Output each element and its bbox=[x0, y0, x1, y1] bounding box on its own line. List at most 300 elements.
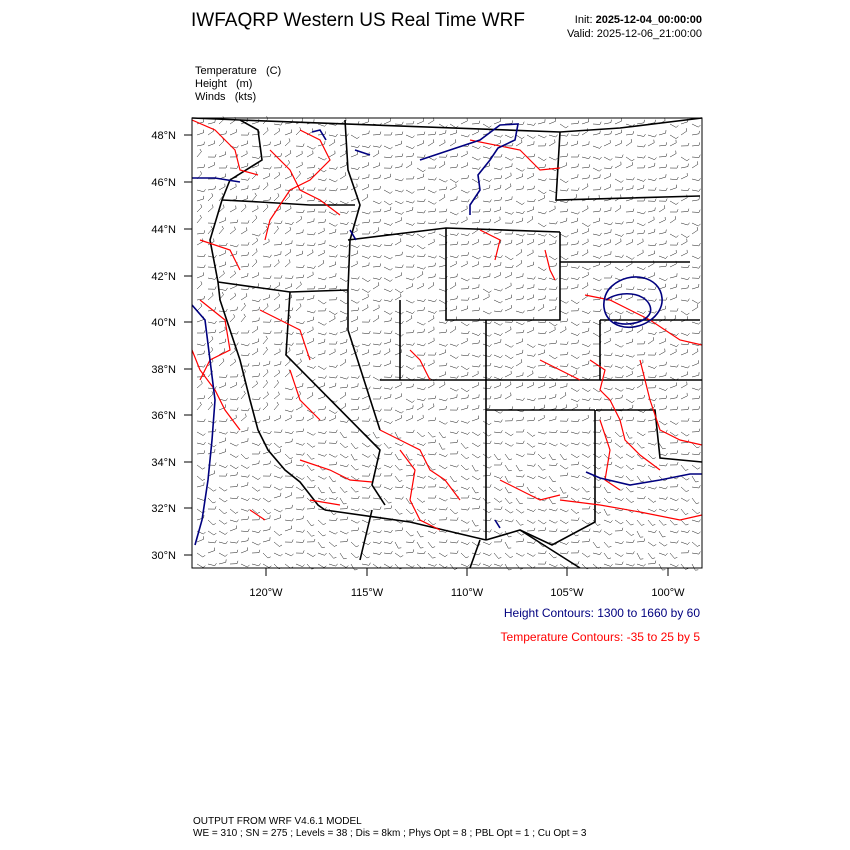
wind-barb bbox=[582, 553, 590, 557]
wind-barb bbox=[362, 131, 369, 135]
wind-barb bbox=[318, 366, 326, 370]
wind-barb bbox=[560, 286, 568, 289]
wind-barb bbox=[483, 484, 491, 487]
wind-barb bbox=[670, 242, 678, 245]
wind-barb bbox=[373, 364, 381, 367]
wind-barb bbox=[417, 299, 426, 302]
wind-barb bbox=[351, 542, 359, 547]
wind-barb bbox=[296, 303, 301, 311]
wind-barb bbox=[472, 220, 480, 223]
wind-barb bbox=[241, 482, 248, 487]
wind-barb bbox=[670, 349, 676, 355]
wind-barb bbox=[197, 254, 205, 257]
wind-barb bbox=[417, 329, 425, 333]
wind-barb bbox=[582, 506, 590, 509]
wind-barb bbox=[549, 463, 557, 466]
wind-barb bbox=[219, 339, 226, 344]
wind-barb bbox=[582, 497, 591, 500]
wind-barb bbox=[329, 497, 338, 500]
wind-barb bbox=[538, 277, 547, 279]
wind-barb bbox=[538, 331, 546, 334]
wind-barb bbox=[208, 141, 215, 147]
wind-barb bbox=[417, 221, 425, 224]
wind-barb bbox=[285, 553, 294, 556]
wind-barb bbox=[296, 275, 304, 278]
wind-barb bbox=[582, 361, 589, 366]
wind-barb bbox=[439, 187, 447, 190]
wind-barb bbox=[373, 541, 382, 544]
wind-barb bbox=[285, 526, 292, 531]
wind-barb bbox=[494, 442, 502, 445]
wind-barb bbox=[340, 255, 349, 258]
wind-barb bbox=[450, 509, 458, 514]
wind-barb bbox=[615, 140, 621, 146]
wind-barb bbox=[384, 506, 392, 510]
wind-barb bbox=[208, 391, 213, 399]
wind-barb bbox=[560, 234, 569, 237]
wind-barb bbox=[483, 179, 492, 182]
wind-barb bbox=[615, 520, 623, 524]
wind-barb bbox=[219, 327, 225, 333]
wind-barb bbox=[395, 476, 402, 482]
wind-barb bbox=[318, 157, 327, 160]
wind-barb bbox=[340, 349, 346, 355]
wind-barb bbox=[329, 415, 335, 421]
wind-barb bbox=[274, 172, 280, 179]
wind-barb bbox=[604, 338, 610, 344]
wind-barb bbox=[538, 476, 547, 479]
wind-barb bbox=[241, 141, 248, 146]
wind-barb bbox=[593, 372, 600, 377]
wind-barb bbox=[538, 509, 547, 511]
wind-barb bbox=[329, 255, 337, 258]
wind-barb bbox=[670, 484, 678, 487]
wind-barb bbox=[494, 339, 501, 344]
wind-barb bbox=[373, 351, 380, 356]
field-height: Height (m) bbox=[195, 78, 253, 90]
wind-barb bbox=[538, 164, 546, 168]
wind-barb bbox=[472, 340, 480, 344]
wind-barb bbox=[681, 418, 689, 421]
wind-barb bbox=[340, 432, 347, 438]
wind-barb bbox=[417, 531, 424, 537]
wind-barb bbox=[483, 344, 492, 346]
wind-barb bbox=[593, 208, 601, 212]
wind-barb bbox=[637, 144, 645, 147]
wind-barb bbox=[560, 209, 568, 212]
wind-barb bbox=[494, 289, 503, 291]
wind-barb bbox=[417, 398, 426, 400]
wind-barb bbox=[648, 199, 656, 202]
wind-barb bbox=[406, 415, 412, 421]
wind-barb bbox=[538, 234, 547, 236]
wind-barb bbox=[208, 487, 216, 491]
wind-barb bbox=[219, 438, 226, 443]
wind-barb bbox=[373, 552, 382, 555]
wind-barb bbox=[681, 250, 687, 256]
wind-barb bbox=[307, 366, 316, 368]
wind-barb bbox=[219, 271, 224, 278]
wind-barb bbox=[483, 542, 492, 545]
wind-barb bbox=[461, 405, 468, 410]
wind-barb bbox=[296, 341, 304, 344]
wind-barb bbox=[615, 118, 621, 124]
lat-label: 42°N bbox=[151, 271, 176, 283]
wind-barb bbox=[373, 305, 379, 311]
wind-barb bbox=[439, 350, 446, 356]
wind-barb bbox=[571, 443, 580, 445]
wind-barb bbox=[538, 239, 544, 245]
wind-barb bbox=[637, 432, 645, 436]
wind-barb bbox=[461, 388, 469, 392]
wind-barb bbox=[450, 255, 459, 257]
wind-barb bbox=[681, 234, 689, 238]
wind-barb bbox=[604, 157, 612, 160]
wind-barb bbox=[560, 256, 568, 260]
wind-barb bbox=[681, 349, 688, 355]
wind-barb bbox=[197, 330, 205, 333]
wind-barb bbox=[274, 402, 279, 410]
wind-barb bbox=[329, 316, 335, 322]
wind-barb bbox=[362, 454, 370, 457]
wind-barb bbox=[318, 376, 327, 379]
wind-barb bbox=[340, 317, 347, 322]
wind-barb bbox=[593, 530, 601, 533]
wind-barb bbox=[604, 416, 611, 421]
wind-barb bbox=[307, 415, 313, 421]
wind-barb bbox=[549, 278, 558, 280]
wind-barb bbox=[318, 394, 325, 399]
wind-barb bbox=[516, 454, 525, 457]
wind-barb bbox=[274, 370, 280, 377]
wind-barb bbox=[351, 496, 359, 499]
wind-barb bbox=[472, 129, 478, 135]
wind-barb bbox=[505, 163, 512, 168]
wind-barb bbox=[527, 123, 536, 126]
wind-barb bbox=[670, 151, 676, 157]
wind-barb bbox=[296, 195, 302, 202]
wind-barb bbox=[527, 232, 535, 235]
lat-label: 38°N bbox=[151, 364, 176, 376]
wind-barb bbox=[318, 285, 326, 289]
wind-barb bbox=[560, 364, 568, 367]
wind-barb bbox=[340, 384, 348, 388]
wind-barb bbox=[417, 363, 425, 366]
wind-barb bbox=[307, 338, 313, 344]
wind-barb bbox=[241, 427, 248, 432]
wind-barb bbox=[307, 311, 316, 313]
wind-barb bbox=[219, 217, 226, 223]
wind-barb bbox=[648, 229, 655, 234]
wind-barb bbox=[494, 135, 503, 137]
wind-barb bbox=[329, 410, 337, 414]
wind-barb bbox=[417, 307, 425, 311]
wind-barb bbox=[670, 462, 678, 465]
wind-barb bbox=[252, 373, 260, 377]
wind-barb bbox=[395, 542, 401, 548]
wind-barb bbox=[285, 227, 291, 234]
wind-barb bbox=[417, 210, 425, 213]
wind-barb bbox=[406, 540, 414, 543]
wind-barb bbox=[274, 487, 283, 490]
height-legend: Height Contours: 1300 to 1660 by 60 bbox=[503, 606, 700, 620]
wind-barb bbox=[285, 439, 292, 443]
wind-barb bbox=[329, 487, 336, 493]
wind-barb bbox=[241, 303, 246, 311]
wind-barb bbox=[252, 487, 260, 491]
wind-barb bbox=[450, 154, 458, 158]
wind-barb bbox=[351, 397, 359, 400]
wind-barb bbox=[318, 188, 326, 191]
wind-barb bbox=[384, 394, 391, 399]
wind-barb bbox=[549, 256, 557, 260]
wind-barb bbox=[516, 553, 525, 556]
wind-barb bbox=[439, 194, 445, 201]
wind-barb bbox=[505, 371, 511, 377]
wind-barb bbox=[263, 222, 272, 224]
wind-barb bbox=[351, 443, 358, 449]
wind-barb bbox=[483, 518, 491, 521]
wind-barb bbox=[483, 396, 491, 399]
wind-barb bbox=[659, 174, 666, 179]
wind-barb bbox=[549, 177, 557, 180]
wind-barb bbox=[681, 311, 689, 315]
wind-barb bbox=[219, 553, 227, 556]
wind-barb bbox=[318, 339, 325, 344]
wind-barb bbox=[615, 315, 621, 322]
wind-barb bbox=[505, 212, 514, 214]
wind-barb bbox=[461, 278, 470, 281]
wind-barb bbox=[296, 297, 304, 300]
wind-barb bbox=[296, 350, 303, 355]
wind-barb bbox=[483, 441, 491, 444]
wind-barb bbox=[637, 476, 644, 482]
wind-barb bbox=[637, 539, 645, 543]
wind-barb bbox=[395, 393, 402, 399]
wind-barb bbox=[263, 461, 271, 465]
wind-barb bbox=[351, 316, 357, 322]
wind-barb bbox=[659, 297, 667, 300]
wind-barb bbox=[351, 553, 359, 558]
wind-barb bbox=[560, 405, 567, 411]
wind-barb bbox=[560, 551, 568, 554]
wind-barb bbox=[538, 135, 547, 138]
wind-barb bbox=[461, 261, 467, 267]
wind-barb bbox=[285, 138, 290, 146]
wind-barb bbox=[659, 130, 666, 135]
wind-barb bbox=[439, 443, 445, 449]
wind-barb bbox=[296, 230, 303, 235]
wind-barb bbox=[406, 176, 414, 179]
field-temperature: Temperature (C) bbox=[195, 65, 282, 77]
wind-barb bbox=[571, 432, 580, 434]
wind-barb bbox=[307, 553, 315, 557]
wind-barb bbox=[582, 539, 590, 542]
wind-barb bbox=[450, 476, 457, 482]
wind-barb bbox=[406, 366, 414, 369]
field-winds: Winds (kts) bbox=[195, 91, 257, 103]
wind-barb bbox=[417, 234, 425, 238]
wind-barb bbox=[340, 265, 348, 268]
wind-barb bbox=[219, 498, 227, 502]
wind-barb bbox=[604, 498, 612, 503]
wind-barb bbox=[296, 118, 302, 124]
wind-barb bbox=[373, 299, 382, 301]
wind-barb bbox=[527, 173, 533, 179]
wind-barb bbox=[560, 300, 569, 303]
wind-barb bbox=[428, 452, 436, 455]
wind-barb bbox=[351, 300, 359, 303]
wind-barb bbox=[692, 300, 700, 304]
wind-barb bbox=[681, 143, 689, 146]
wind-barb bbox=[472, 371, 478, 377]
wind-barb bbox=[516, 249, 522, 256]
wind-barb bbox=[439, 363, 447, 366]
wind-barb bbox=[252, 156, 261, 159]
wind-barb bbox=[230, 397, 238, 400]
wind-barb bbox=[681, 157, 689, 161]
wind-barb bbox=[428, 221, 436, 224]
wind-barb bbox=[373, 150, 379, 157]
wind-barb bbox=[230, 454, 238, 458]
wind-barb bbox=[483, 200, 491, 203]
wind-barb bbox=[461, 372, 468, 377]
wind-barb bbox=[274, 193, 279, 201]
wind-barb bbox=[252, 476, 260, 480]
wind-barb bbox=[307, 198, 315, 201]
wind-barb bbox=[428, 311, 437, 313]
wind-barb bbox=[560, 311, 569, 314]
wind-barb bbox=[637, 223, 646, 226]
wind-barb bbox=[626, 551, 634, 554]
wind-barb bbox=[516, 483, 524, 487]
wind-barb bbox=[197, 564, 205, 568]
wind-barb bbox=[670, 185, 677, 190]
wind-barb bbox=[604, 531, 612, 535]
wind-barb bbox=[208, 154, 216, 157]
wind-barb bbox=[230, 520, 239, 522]
wind-barb bbox=[230, 359, 236, 366]
wind-barb bbox=[241, 151, 247, 157]
wind-barb bbox=[296, 243, 304, 246]
wind-barb bbox=[362, 465, 371, 467]
wind-barb bbox=[406, 330, 414, 333]
wind-barb bbox=[571, 212, 580, 214]
wind-barb bbox=[307, 151, 313, 157]
wind-barb bbox=[648, 553, 655, 559]
wind-barb bbox=[340, 328, 347, 333]
wind-barb bbox=[395, 415, 401, 421]
wind-barb bbox=[637, 520, 644, 525]
wind-barb bbox=[659, 487, 668, 489]
wind-barb bbox=[648, 251, 655, 256]
wind-barb bbox=[549, 140, 555, 147]
wind-barb bbox=[384, 207, 391, 212]
wind-barb bbox=[692, 498, 699, 504]
wind-barb bbox=[681, 487, 689, 492]
wind-barb bbox=[560, 153, 568, 157]
wind-barb bbox=[252, 193, 256, 201]
wind-barb bbox=[428, 417, 436, 421]
wind-barb bbox=[560, 383, 567, 388]
wind-barb bbox=[461, 495, 469, 498]
wind-barb bbox=[274, 242, 282, 245]
wind-barb bbox=[384, 530, 393, 533]
wind-barb bbox=[439, 498, 448, 501]
wind-barb bbox=[362, 231, 370, 234]
wind-barb bbox=[384, 498, 392, 503]
wind-barb bbox=[571, 241, 578, 245]
wind-barb bbox=[252, 461, 259, 466]
wind-barb bbox=[252, 498, 261, 500]
wind-barb bbox=[560, 242, 568, 245]
wind-barb bbox=[208, 402, 213, 410]
wind-barb bbox=[439, 344, 448, 346]
wind-barb bbox=[538, 344, 547, 346]
wind-barb bbox=[483, 564, 492, 567]
wind-barb bbox=[626, 476, 634, 481]
wind-barb bbox=[593, 175, 600, 180]
wind-barb bbox=[318, 124, 327, 126]
wind-barb bbox=[681, 498, 689, 501]
wind-barb bbox=[615, 432, 623, 437]
wind-barb bbox=[340, 487, 347, 492]
wind-barb bbox=[516, 239, 522, 245]
wind-barb bbox=[472, 121, 480, 124]
wind-barb bbox=[659, 531, 666, 537]
footer-line-1: OUTPUT FROM WRF V4.6.1 MODEL bbox=[193, 816, 362, 827]
wind-barb bbox=[428, 484, 436, 487]
wind-barb bbox=[428, 178, 436, 181]
wind-barb bbox=[692, 429, 700, 432]
wind-barb bbox=[417, 353, 425, 356]
wind-barb bbox=[472, 454, 480, 458]
wind-barb bbox=[340, 231, 348, 234]
wind-barb bbox=[395, 132, 403, 135]
wind-barb bbox=[659, 263, 667, 267]
wind-barb bbox=[307, 146, 316, 149]
wind-barb bbox=[450, 431, 459, 434]
wind-barb bbox=[527, 520, 535, 523]
wind-barb bbox=[593, 542, 600, 548]
wind-barb bbox=[571, 277, 580, 280]
wind-barb bbox=[450, 196, 457, 201]
wind-barb bbox=[219, 152, 226, 158]
wind-barb bbox=[549, 322, 557, 326]
wind-barb bbox=[230, 382, 236, 388]
wind-barb bbox=[241, 475, 250, 478]
wind-barb bbox=[450, 242, 458, 245]
wind-barb bbox=[318, 454, 327, 456]
wind-barb bbox=[417, 344, 426, 346]
wind-barb bbox=[571, 174, 578, 179]
wind-barb bbox=[296, 516, 304, 520]
wind-barb bbox=[560, 465, 568, 469]
wind-barb bbox=[384, 361, 391, 367]
wind-barb bbox=[692, 276, 700, 279]
wind-barb bbox=[329, 430, 337, 433]
wind-barb bbox=[494, 197, 502, 201]
wind-barb bbox=[208, 540, 216, 543]
wind-barb bbox=[450, 282, 456, 289]
wind-barb bbox=[648, 530, 657, 533]
wind-barb bbox=[362, 393, 368, 399]
wind-barb bbox=[582, 465, 590, 469]
wind-barb bbox=[659, 553, 668, 555]
wind-barb bbox=[307, 218, 314, 223]
wind-barb bbox=[417, 415, 423, 421]
wind-barb bbox=[604, 222, 613, 224]
